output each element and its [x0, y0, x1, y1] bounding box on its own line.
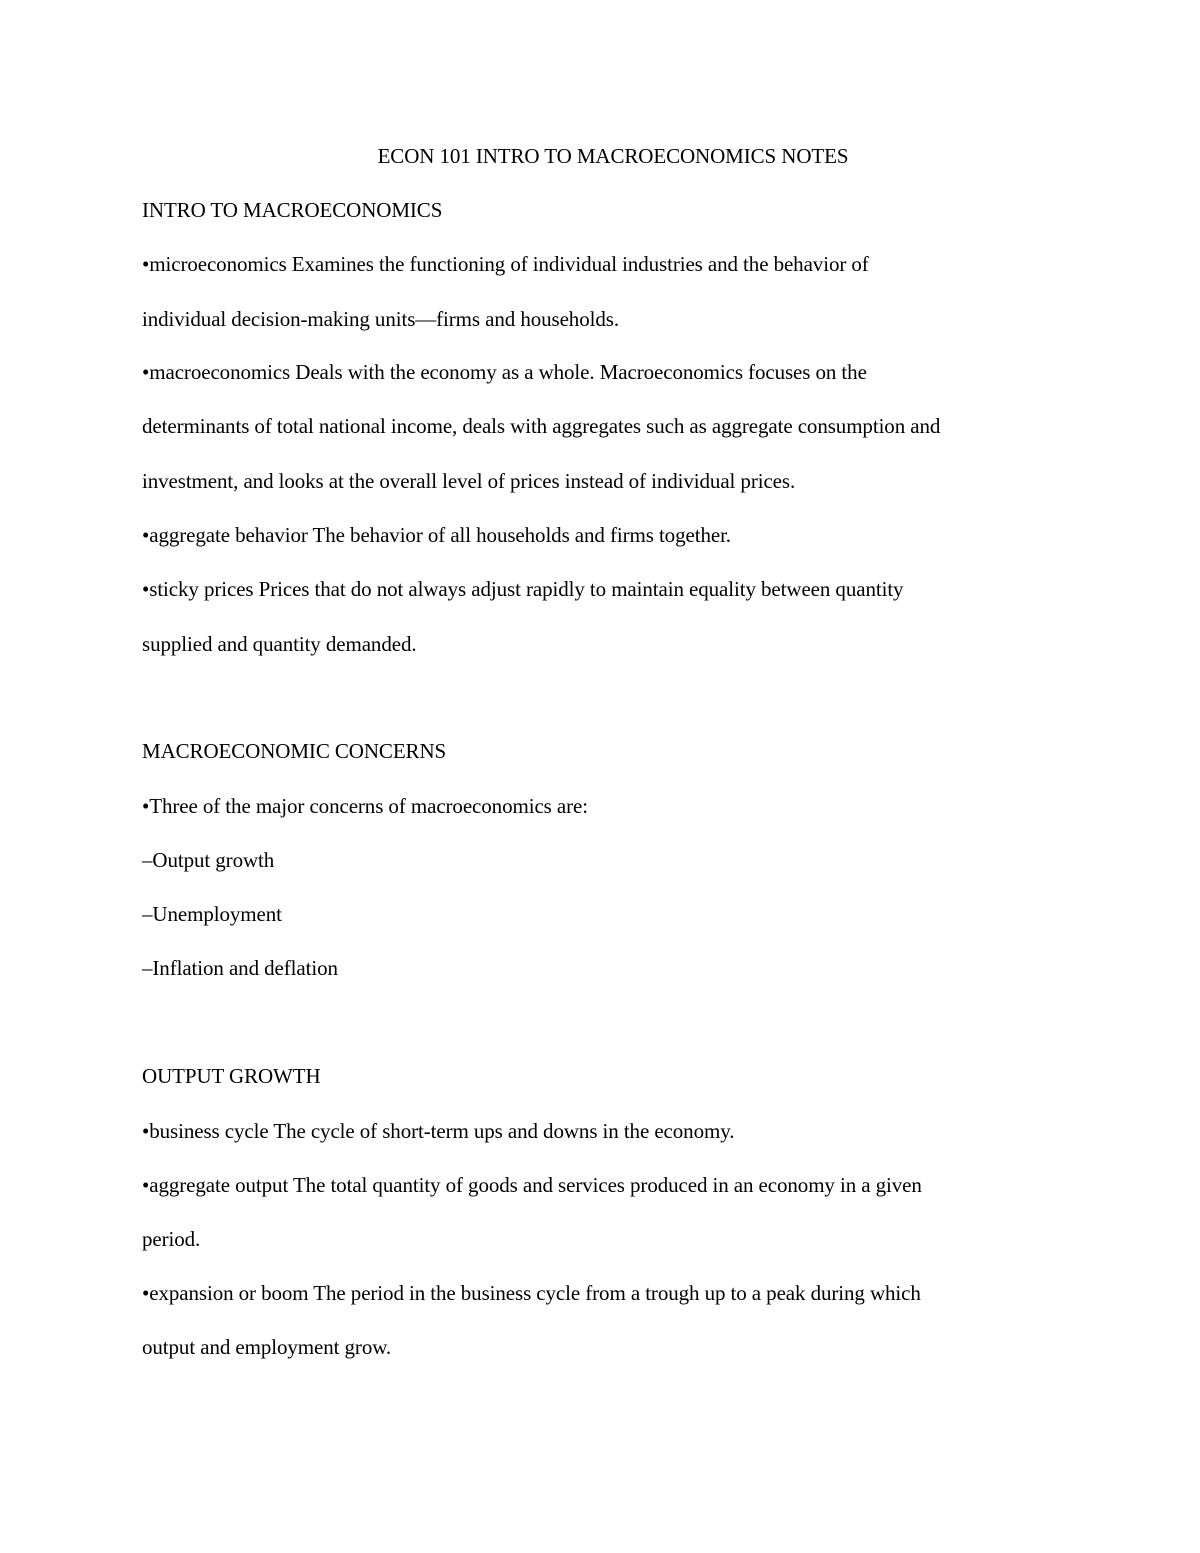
- definition-macroeconomics: •macroeconomics Deals with the economy as a whole. Macroeconomics focuses on the: [142, 360, 867, 384]
- concern-item-inflation: –Inflation and deflation: [142, 956, 338, 980]
- definition-microeconomics-cont: individual decision-making units—firms and households.: [142, 307, 619, 331]
- definition-aggregate-output: •aggregate output The total quantity of goods and services produced in an economy in a given: [142, 1173, 922, 1197]
- definition-expansion: •expansion or boom The period in the business cycle from a trough up to a peak during which: [142, 1281, 921, 1305]
- definition-aggregate-output-cont: period.: [142, 1227, 201, 1251]
- definition-expansion-cont: output and employment grow.: [142, 1335, 392, 1359]
- section-heading-intro: INTRO TO MACROECONOMICS: [142, 198, 443, 222]
- section-heading-output-growth: OUTPUT GROWTH: [142, 1064, 321, 1088]
- definition-macroeconomics-cont-2: investment, and looks at the overall level of prices instead of individual prices.: [142, 469, 796, 493]
- section-heading-concerns: MACROECONOMIC CONCERNS: [142, 739, 447, 763]
- document-title: ECON 101 INTRO TO MACROECONOMICS NOTES: [377, 144, 849, 168]
- concerns-intro: •Three of the major concerns of macroeconomics are:: [142, 794, 588, 818]
- definition-sticky-prices: •sticky prices Prices that do not always adjust rapidly to maintain equality between quantity: [142, 577, 904, 601]
- concern-item-unemployment: –Unemployment: [142, 902, 282, 926]
- definition-macroeconomics-cont-1: determinants of total national income, deals with aggregates such as aggregate consumption and: [142, 414, 941, 438]
- definition-microeconomics: •microeconomics Examines the functioning of individual industries and the behavior of: [142, 252, 869, 276]
- definition-aggregate-behavior: •aggregate behavior The behavior of all households and firms together.: [142, 523, 731, 547]
- definition-business-cycle: •business cycle The cycle of short-term ups and downs in the economy.: [142, 1119, 735, 1143]
- concern-item-output-growth: –Output growth: [142, 848, 275, 872]
- definition-sticky-prices-cont: supplied and quantity demanded.: [142, 632, 417, 656]
